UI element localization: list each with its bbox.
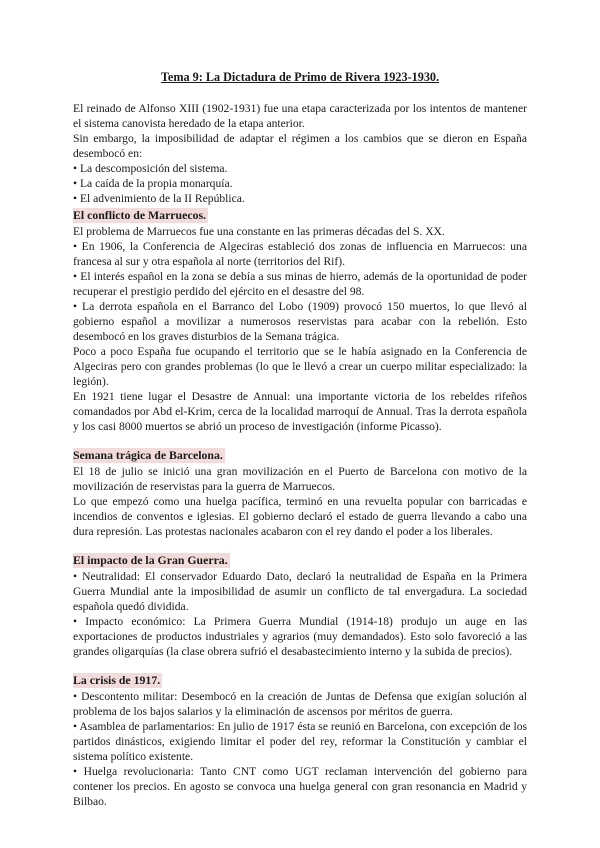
bullet-item: • La descomposición del sistema. xyxy=(73,162,228,175)
bullet-item: • El interés español en la zona se debía a sus minas de hierro, además de la oportunidad de poder recuperar el prestigio perdido del ejército en el desastre del 98. xyxy=(73,270,527,298)
intro-block xyxy=(73,101,527,206)
paragraph: En 1921 tiene lugar el Desastre de Annual: una importante victoria de los rebeldes rifeños comandados por Abd el-Krim, cerca de la localidad marroquí de Annual. Tras la derrota española y los casi 8000 muertos se abrió un proceso de investigación (informe Picasso). xyxy=(73,390,527,433)
bullet-item: • En 1906, la Conferencia de Algeciras estableció dos zonas de influencia en Marruecos: una francesa al sur y otra española al norte (territorios del Rif). xyxy=(73,240,527,268)
section-heading: El impacto de la Gran Guerra. xyxy=(73,553,228,567)
bullet-item: • La derrota española en el Barranco del Lobo (1909) provocó 150 muertos, lo que llevó al gobierno español a movilizar a numerosos reservistas para acabar con la rebelión. Esto desembocó en los graves disturbios de la Semana trágica. xyxy=(73,300,527,343)
paragraph: El problema de Marruecos fue una constante en las primeras décadas del S. XX. xyxy=(73,225,445,238)
bullet-item: • Huelga revolucionaria: Tanto CNT como UGT reclaman intervención del gobierno para contener los precios. En agosto se convoca una huelga general con gran resonancia en Madrid y Bilbao. xyxy=(73,765,527,808)
bullet-item: • Impacto económico: La Primera Guerra Mundial (1914-18) produjo un auge en las exportaciones de productos industriales y agrarios (muy demandados). Esto solo favoreció a las grandes oligarquías (la clase obrera sufrió el desabastecimiento interno y la subida de precios). xyxy=(73,615,527,658)
bullet-item: • El advenimiento de la II República. xyxy=(73,192,245,205)
paragraph: El 18 de julio se inició una gran movilización en el Puerto de Barcelona con motivo de la movilización de reservistas para la guerra de Marruecos. xyxy=(73,465,527,493)
section-heading: El conflicto de Marruecos. xyxy=(73,208,207,222)
section-heading: Semana trágica de Barcelona. xyxy=(73,448,223,462)
section-crisis-1917 xyxy=(73,671,527,809)
paragraph: Sin embargo, la imposibilidad de adaptar el régimen a los cambios que se dieron en España desembocó en: xyxy=(73,132,527,160)
paragraph: El reinado de Alfonso XIII (1902-1931) fue una etapa caracterizada por los intentos de mantener el sistema canovista heredado de la etapa anterior. xyxy=(73,102,527,130)
section-gran-guerra xyxy=(73,551,527,659)
paragraph: Poco a poco España fue ocupando el territorio que se le había asignado en la Conferencia de Algeciras pero con grandes problemas (lo que le llevó a crear un cuerpo militar especializado: la legión). xyxy=(73,345,527,388)
paragraph: Lo que empezó como una huelga pacífica, terminó en una revuelta popular con barricadas e incendios de conventos e iglesias. El gobierno declaró el estado de guerra llevando a cabo una dura represión. Las protestas nacionales acabaron con el rey dando el poder a los liberales. xyxy=(73,495,527,538)
bullet-item: • Asamblea de parlamentarios: En julio de 1917 ésta se reunió en Barcelona, con excepción de los partidos dinásticos, exigiendo limitar el poder del rey, reformar la Constitución y cambiar el sistema político existente. xyxy=(73,720,527,763)
section-marruecos xyxy=(73,206,527,434)
document-title: Tema 9: La Dictadura de Primo de Rivera 1923-1930. xyxy=(160,70,440,84)
bullet-item: • Descontento militar: Desembocó en la creación de Juntas de Defensa que exigían solución al problema de los bajos salarios y la eliminación de ascensos por méritos de guerra. xyxy=(73,690,527,718)
bullet-item: • La caída de la propia monarquía. xyxy=(73,177,233,190)
section-heading: La crisis de 1917. xyxy=(73,673,161,687)
bullet-item: • Neutralidad: El conservador Eduardo Dato, declaró la neutralidad de España en la Primera Guerra Mundial ante la imposibilidad de asumir un conflicto de tal envergadura. La sociedad española quedó dividida. xyxy=(73,570,527,613)
section-semana-tragica xyxy=(73,446,527,539)
